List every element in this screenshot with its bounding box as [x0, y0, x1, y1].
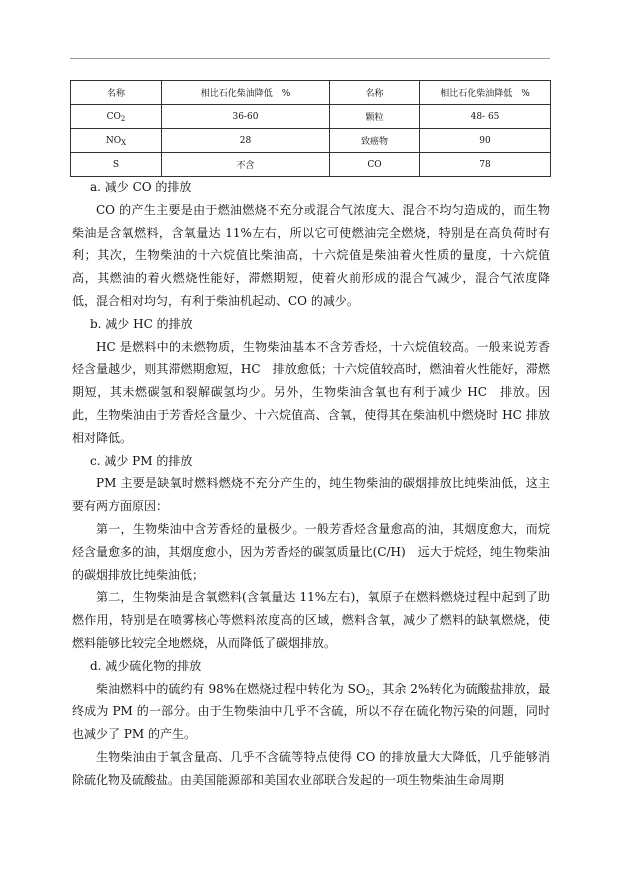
document-body — [72, 176, 550, 792]
section-d-heading: d. 减少硫化物的排放 — [90, 658, 202, 673]
table-header-cell: 名称 — [71, 81, 162, 105]
table-header-row — [71, 81, 551, 105]
header-rule — [70, 58, 550, 59]
table-cell-name: 颗粒 — [330, 105, 420, 129]
table-cell-value: 78 — [420, 153, 551, 177]
table-cell-value: 不含 — [162, 153, 330, 177]
section-b-paragraph: HC 是燃料中的未燃物质，生物柴油基本不含芳香烃，十六烷值较高。一般来说芳香烃含量越少，则其滞燃期愈短，HC 排放愈低；十六烷值较高时，燃油着火性能好，滞燃期短，其未燃碳氢和裂解碳氢均少。另外，生物柴油含氧也有利于减少 HC 排放。因此，生物柴油由于芳香烃含量少、十六烷值高、含氧，使得其在柴油机中燃烧时 HC 排放相对降低。 — [72, 339, 550, 445]
table-row — [71, 129, 551, 153]
table-cell-value: 48- 65 — [420, 105, 551, 129]
section-d-paragraph: 柴油燃料中的硫约有 98%在燃烧过程中转化为 $SO_2$，其余 2%转化为硫酸盐排放，最终成为 PM 的一部分。由于生物柴油中几乎不含硫，所以不存在硫化物污染的问题，同时也减少了 PM 的产生。 — [72, 681, 550, 742]
emission-comparison-table — [70, 80, 551, 177]
section-d-paragraph: 生物柴油由于氧含量高、几乎不含硫等特点使得 CO 的排放量大大降低，几乎能够消除硫化物及硫酸盐。由美国能源部和美国农业部联合发起的一项生物柴油生命周期 — [72, 749, 550, 787]
table-cell-value: 36-60 — [162, 105, 330, 129]
section-c-heading: c. 减少 PM 的排放 — [90, 453, 193, 468]
table-row — [71, 153, 551, 177]
section-b-heading: b. 减少 HC 的排放 — [90, 316, 193, 331]
table-cell-name: 致癌物 — [330, 129, 420, 153]
table-header-cell: 相比石化柴油降低 % — [420, 81, 551, 105]
table-cell-name: $CO_2$ — [71, 105, 162, 129]
table-cell-name: CO — [330, 153, 420, 177]
table-cell-value: 90 — [420, 129, 551, 153]
table-row — [71, 105, 551, 129]
section-c-paragraph: 第二，生物柴油是含氧燃料(含氧量达 11%左右)，氧原子在燃料燃烧过程中起到了助燃作用，特别是在喷雾核心等燃料浓度高的区域，燃料含氧，减少了燃料的缺氧燃烧，使燃料能够比较完全地燃烧，从而降低了碳烟排放。 — [72, 590, 550, 650]
table-cell-name: S — [71, 153, 162, 177]
table-cell-value: 28 — [162, 129, 330, 153]
table-header-cell: 相比石化柴油降低 % — [162, 81, 330, 105]
section-a-paragraph: CO 的产生主要是由于燃油燃烧不充分或混合气浓度大、混合不均匀造成的，而生物柴油是含氧燃料，含氧量达 11%左右，所以它可使燃油完全燃烧，特别是在高负荷时有利；其次，生物柴油的十六烷值比柴油高，十六烷值是柴油着火性质的量度，十六烷值高，其燃油的着火燃烧性能好，滞燃期短，使着火前形成的混合气减少，混合气浓度降低，混合相对均匀，有利于柴油机起动、CO 的减少。 — [72, 202, 550, 308]
table-header-cell: 名称 — [330, 81, 420, 105]
table-cell-name: $NO_X$ — [71, 129, 162, 153]
section-c-paragraph: 第一，生物柴油中含芳香烃的量极少。一般芳香烃含量愈高的油，其烟度愈大，而烷烃含量愈多的油，其烟度愈小，因为芳香烃的碳氢质量比(C/H) 远大于烷烃，纯生物柴油的碳烟排放比纯柴油低； — [72, 521, 550, 582]
section-c-paragraph: PM 主要是缺氧时燃料燃烧不充分产生的，纯生物柴油的碳烟排放比纯柴油低，这主要有两方面原因： — [72, 476, 550, 514]
section-a-heading: a. 减少 CO 的排放 — [90, 180, 192, 194]
